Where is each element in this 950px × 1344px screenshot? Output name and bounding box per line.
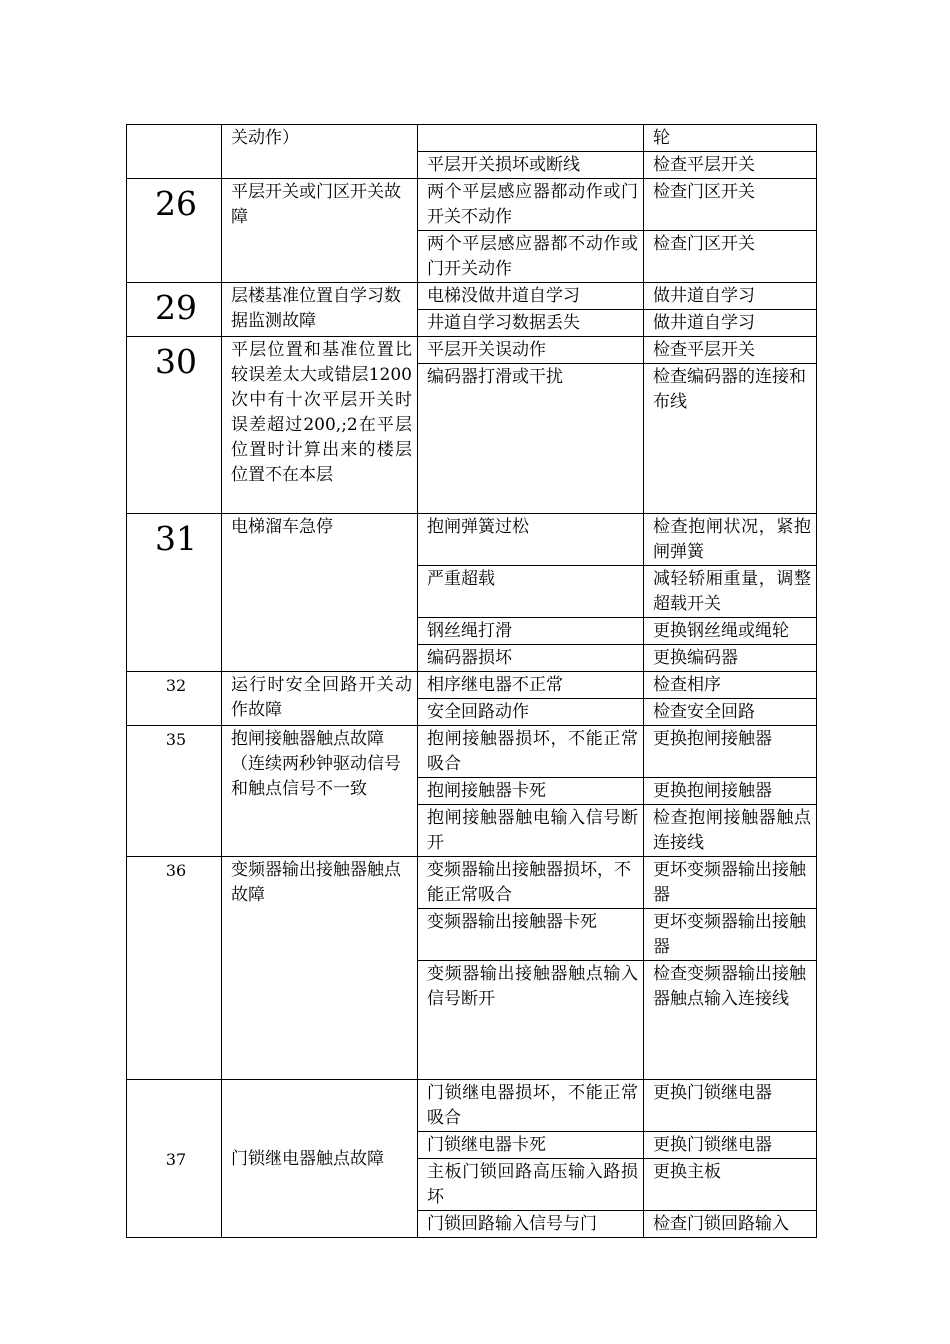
fault-description-cell: 电梯溜车急停 [222, 514, 418, 672]
fault-cause-cell: 变频器输出接触器损坏，不能正常吸合 [418, 857, 644, 909]
table-row [127, 125, 817, 152]
fault-code-cell: 35 [127, 726, 222, 857]
fault-cause-cell: 严重超载 [418, 566, 644, 618]
fault-cause-cell: 主板门锁回路高压输入路损坏 [418, 1159, 644, 1211]
fault-action-cell: 更换抱闸接触器 [644, 778, 817, 805]
fault-action-cell: 检查平层开关 [644, 152, 817, 179]
fault-cause-cell: 钢丝绳打滑 [418, 618, 644, 645]
fault-cause-cell: 门锁继电器卡死 [418, 1132, 644, 1159]
fault-description-cell: 关动作） [222, 125, 418, 179]
fault-cause-cell: 平层开关损坏或断线 [418, 152, 644, 179]
fault-action-cell: 更坏变频器输出接触器 [644, 857, 817, 909]
fault-cause-cell: 抱闸弹簧过松 [418, 514, 644, 566]
fault-action-cell: 更换钢丝绳或绳轮 [644, 618, 817, 645]
fault-code-cell [127, 125, 222, 179]
fault-action-cell: 更换门锁继电器 [644, 1132, 817, 1159]
table-row [127, 1080, 817, 1132]
fault-action-cell: 检查门区开关 [644, 231, 817, 283]
fault-action-cell: 检查平层开关 [644, 337, 817, 364]
fault-code-cell: 31 [127, 514, 222, 672]
fault-cause-cell: 编码器打滑或干扰 [418, 364, 644, 514]
fault-code-cell: 29 [127, 283, 222, 337]
fault-cause-cell: 两个平层感应器都不动作或门开关动作 [418, 231, 644, 283]
fault-cause-cell: 安全回路动作 [418, 699, 644, 726]
table-row [127, 179, 817, 231]
fault-action-cell: 轮 [644, 125, 817, 152]
fault-cause-cell: 变频器输出接触器触点输入信号断开 [418, 961, 644, 1080]
fault-cause-cell [418, 125, 644, 152]
fault-code-cell: 36 [127, 857, 222, 1080]
fault-action-cell: 更换主板 [644, 1159, 817, 1211]
fault-action-cell: 更换编码器 [644, 645, 817, 672]
fault-action-cell: 检查抱闸状况，紧抱闸弹簧 [644, 514, 817, 566]
fault-cause-cell: 变频器输出接触器卡死 [418, 909, 644, 961]
table-row [127, 514, 817, 566]
fault-action-cell: 更换抱闸接触器 [644, 726, 817, 778]
fault-action-cell: 减轻轿厢重量，调整超载开关 [644, 566, 817, 618]
fault-cause-cell: 抱闸接触器触电输入信号断开 [418, 805, 644, 857]
fault-action-cell: 检查变频器输出接触器触点输入连接线 [644, 961, 817, 1080]
fault-description-cell: 抱闸接触器触点故障（连续两秒钟驱动信号和触点信号不一致 [222, 726, 418, 857]
fault-action-cell: 检查抱闸接触器触点连接线 [644, 805, 817, 857]
fault-cause-cell: 抱闸接触器损坏，不能正常吸合 [418, 726, 644, 778]
fault-description-cell: 变频器输出接触器触点故障 [222, 857, 418, 1080]
fault-action-cell: 检查门锁回路输入 [644, 1211, 817, 1238]
table-row [127, 672, 817, 699]
fault-action-cell: 检查编码器的连接和布线 [644, 364, 817, 514]
fault-cause-cell: 抱闸接触器卡死 [418, 778, 644, 805]
fault-cause-cell: 两个平层感应器都动作或门开关不动作 [418, 179, 644, 231]
fault-cause-cell: 电梯没做井道自学习 [418, 283, 644, 310]
fault-action-cell: 检查相序 [644, 672, 817, 699]
fault-action-cell: 检查安全回路 [644, 699, 817, 726]
fault-cause-cell: 编码器损坏 [418, 645, 644, 672]
fault-cause-cell: 井道自学习数据丢失 [418, 310, 644, 337]
fault-action-cell: 更坏变频器输出接触器 [644, 909, 817, 961]
fault-cause-cell: 门锁继电器损坏，不能正常吸合 [418, 1080, 644, 1132]
fault-cause-cell: 门锁回路输入信号与门 [418, 1211, 644, 1238]
fault-action-cell: 更换门锁继电器 [644, 1080, 817, 1132]
fault-code-cell: 37 [127, 1080, 222, 1238]
fault-code-cell: 26 [127, 179, 222, 283]
fault-action-cell: 做井道自学习 [644, 310, 817, 337]
table-row [127, 857, 817, 909]
table-row [127, 283, 817, 310]
fault-description-cell: 层楼基准位置自学习数据监测故障 [222, 283, 418, 337]
fault-code-cell: 32 [127, 672, 222, 726]
table-row [127, 337, 817, 364]
table-row [127, 726, 817, 778]
fault-code-cell: 30 [127, 337, 222, 514]
fault-code-table [126, 124, 817, 1238]
fault-cause-cell: 相序继电器不正常 [418, 672, 644, 699]
fault-action-cell: 做井道自学习 [644, 283, 817, 310]
fault-description-cell: 平层开关或门区开关故障 [222, 179, 418, 283]
fault-description-cell: 门锁继电器触点故障 [222, 1080, 418, 1238]
fault-description-cell: 运行时安全回路开关动作故障 [222, 672, 418, 726]
fault-action-cell: 检查门区开关 [644, 179, 817, 231]
fault-cause-cell: 平层开关误动作 [418, 337, 644, 364]
fault-description-cell: 平层位置和基准位置比较误差太大或错层1200次中有十次平层开关时误差超过200,;2在平层位置时计算出来的楼层位置不在本层 [222, 337, 418, 514]
